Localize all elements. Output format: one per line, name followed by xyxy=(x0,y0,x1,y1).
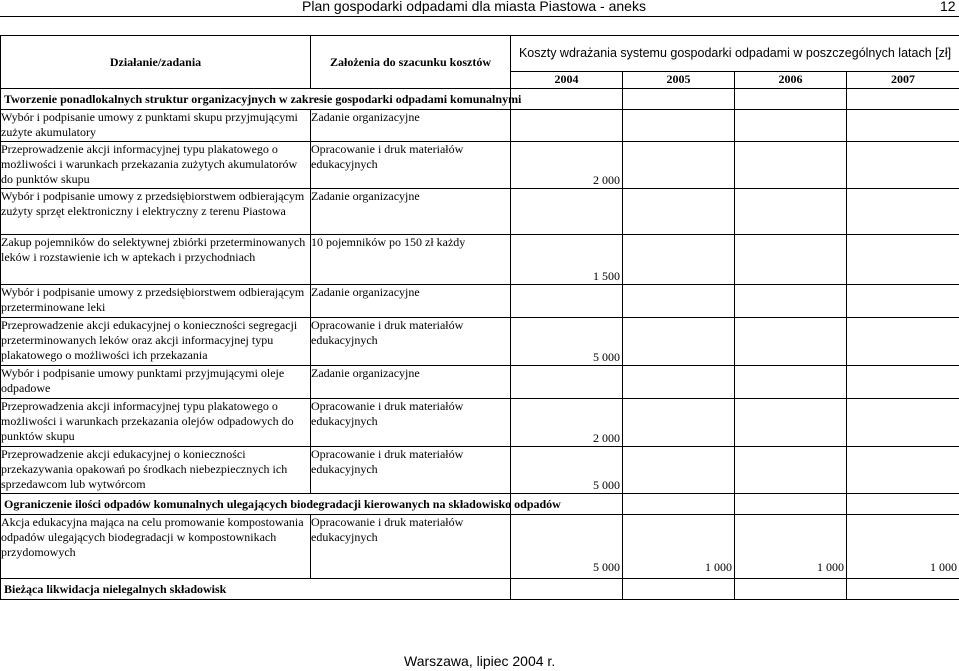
cost-2004 xyxy=(511,110,623,142)
cost-2006: 1 000 xyxy=(735,515,847,579)
assumption-cell: Zadanie organizacyjne xyxy=(311,285,511,318)
cost-2004: 2 000 xyxy=(511,399,623,447)
assumption-cell: Zadanie organizacyjne xyxy=(311,366,511,399)
assumption-cell: Zadanie organizacyjne xyxy=(311,189,511,235)
section-heading: Ograniczenie ilości odpadów komunalnych ulegających biodegradacji kierowanych na składowisko odpadów xyxy=(1,494,511,515)
table-row xyxy=(1,399,959,447)
cost-2004: 5 000 xyxy=(511,447,623,494)
action-cell: Wybór i podpisanie umowy z przedsiębiorstwem odbierającym zużyty sprzęt elektroniczny i elektryczny z terenu Piastowa xyxy=(1,189,311,235)
table-row xyxy=(1,285,959,318)
table-row xyxy=(1,318,959,366)
table-row xyxy=(1,366,959,399)
section-heading: Bieżąca likwidacja nielegalnych składowisk xyxy=(1,579,511,600)
action-cell: Przeprowadzenia akcji informacyjnej typu plakatowego o możliwości i warunkach przekazania olejów odpadowych do punktów skupu xyxy=(1,399,311,447)
action-cell: Przeprowadzenie akcji informacyjnej typu plakatowego o możliwości i warunkach przekazania zużytych akumulatorów do punktów skupu xyxy=(1,142,311,189)
column-header-action: Działanie/zadania xyxy=(1,36,311,89)
cost-2004 xyxy=(511,366,623,399)
action-cell: Wybór i podpisanie umowy punktami przyjmującymi oleje odpadowe xyxy=(1,366,311,399)
assumption-cell: Opracowanie i druk materiałów edukacyjnych xyxy=(311,318,511,366)
assumption-cell: Opracowanie i druk materiałów edukacyjnych xyxy=(311,447,511,494)
year-header-2006: 2006 xyxy=(735,72,847,89)
assumption-cell: 10 pojemników po 150 zł każdy xyxy=(311,235,511,285)
assumption-cell: Opracowanie i druk materiałów edukacyjnych xyxy=(311,515,511,579)
table-row xyxy=(1,447,959,494)
year-header-2004: 2004 xyxy=(511,72,623,89)
action-cell: Zakup pojemników do selektywnej zbiórki przeterminowanych leków i rozstawienie ich w aptekach i przychodniach xyxy=(1,235,311,285)
cost-2004: 1 500 xyxy=(511,235,623,285)
header-rule xyxy=(0,16,959,17)
document-title: Plan gospodarki odpadami dla miasta Piastowa - aneks xyxy=(302,0,646,14)
cost-2004 xyxy=(511,189,623,235)
cost-2007: 1 000 xyxy=(847,515,959,579)
table-row xyxy=(1,110,959,142)
table-row xyxy=(1,189,959,235)
action-cell: Wybór i podpisanie umowy z przedsiębiorstwem odbierającym przeterminowane leki xyxy=(1,285,311,318)
assumption-cell: Opracowanie i druk materiałów edukacyjnych xyxy=(311,399,511,447)
assumption-cell: Zadanie organizacyjne xyxy=(311,110,511,142)
page-number: 12 xyxy=(940,0,956,14)
cost-table xyxy=(0,35,959,600)
table-row xyxy=(1,515,959,579)
action-cell: Wybór i podpisanie umowy z punktami skupu przyjmującymi zużyte akumulatory xyxy=(1,110,311,142)
table-row xyxy=(1,142,959,189)
cost-2005: 1 000 xyxy=(623,515,735,579)
section-heading: Tworzenie ponadlokalnych struktur organizacyjnych w zakresie gospodarki odpadami komunalnymi xyxy=(1,89,511,110)
column-header-assumptions: Założenia do szacunku kosztów xyxy=(311,36,511,89)
cost-2004: 5 000 xyxy=(511,515,623,579)
action-cell: Akcja edukacyjna mająca na celu promowanie kompostowania odpadów ulegających biodegradacji w kompostownikach przydomowych xyxy=(1,515,311,579)
table-row xyxy=(1,235,959,285)
action-cell: Przeprowadzenie akcji edukacyjnej o konieczności przekazywania opakowań po środkach niebezpiecznych ich sprzedawcom lub wytwórcom xyxy=(1,447,311,494)
year-header-2005: 2005 xyxy=(623,72,735,89)
cost-2004 xyxy=(511,285,623,318)
year-header-2007: 2007 xyxy=(847,72,959,89)
assumption-cell: Opracowanie i druk materiałów edukacyjnych xyxy=(311,142,511,189)
column-header-costs: Koszty wdrażania systemu gospodarki odpadami w poszczególnych latach [zł] xyxy=(511,36,959,72)
cost-2004: 2 000 xyxy=(511,142,623,189)
page-footer: Warszawa, lipiec 2004 r. xyxy=(404,653,556,669)
cost-2004: 5 000 xyxy=(511,318,623,366)
action-cell: Przeprowadzenie akcji edukacyjnej o konieczności segregacji przeterminowanych leków oraz akcji informacyjnej typu plakatowego o możliwości ich przekazania xyxy=(1,318,311,366)
page-header xyxy=(0,0,959,16)
